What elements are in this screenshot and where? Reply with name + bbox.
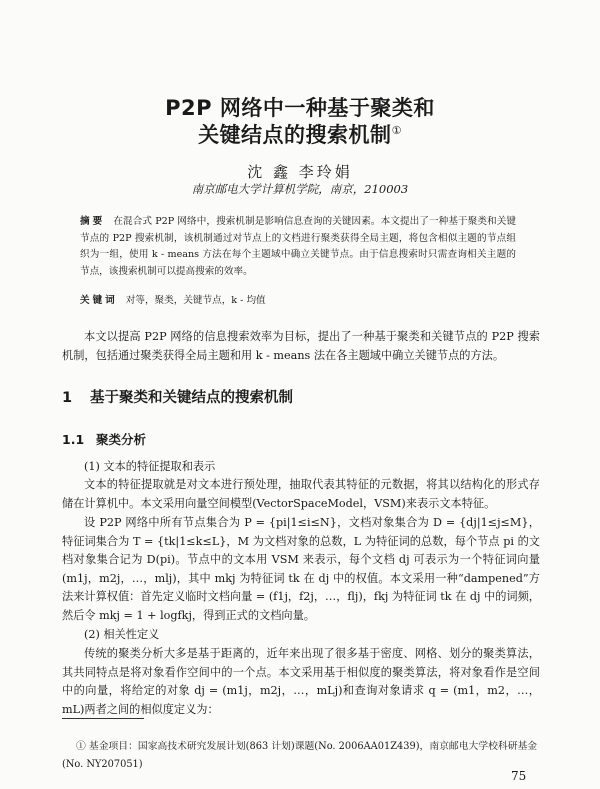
section-heading-1 — [62, 386, 293, 407]
section-title: 基于聚类和关键结点的搜索机制 — [90, 390, 293, 406]
affiliation: 南京邮电大学计算机学院，南京，210003 — [191, 182, 409, 196]
section-number: 1 — [62, 390, 73, 406]
footnote: ① 基金项目：国家高技术研究发展计划(863 计划)课题(No. 2006AA01Z439)，南京邮电大学校科研基金(No. NY207051) — [62, 741, 538, 770]
paper-title-line2 — [0, 119, 600, 149]
sub-heading-feature-extraction: (1) 文本的特征提取和表示 — [84, 460, 216, 473]
subsection-title: 聚类分析 — [96, 432, 147, 447]
abstract-label: 摘要 — [80, 216, 106, 227]
abstract-text: 在混合式 P2P 网络中，搜索机制是影响信息查询的关键因素。本文提出了一种基于聚类和关键节点的 P2P 搜索机制，该机制通过对节点上的文档进行聚类获得全局主题，将包含相似主题的节点组织为一组，使用 k - means 方法在每个主题域中确立关键节点。由于信息搜索时只需查询相关主题的节点，该搜索机制可以提高搜索的效率。 — [80, 216, 516, 277]
sub-heading-similarity: (2) 相关性定义 — [84, 628, 160, 641]
authors: 沈 鑫 李玲娟 — [247, 163, 353, 181]
footnote-divider — [62, 718, 144, 719]
keywords-label: 关键词 — [80, 295, 118, 306]
title-footnote-mark: ① — [391, 124, 402, 137]
paper-title-line1: P2P 网络中一种基于聚类和 — [165, 96, 435, 120]
paragraph-vsm-definition: 设 P2P 网络中所有节点集合为 P = {pi|1≤i≤N}，文档对象集合为 D = {dj|1≤j≤M}，特征词集合为 T = {tk|1≤k≤L}，M 为文档对象的总数，L 为特征词的总数，每个节点 pi 的文档对象集合记为 D(pi)。节点中的文本用 VSM 来表示，每个文档 dj 可表示为一个特征词向量(m1j，m2j，…，mlj)，其中 mkj 为特征词 tk 在 dj 中的权值。本文采用一种“dampened”方法来计算权值：首先定义临时文档向量 = (f1j，f2j，…，flj)，fkj 为特征词 tk 在 dj 中的词频，然后令 mkj = 1 + logfkj，得到正式的文档向量。 — [62, 516, 540, 622]
keywords-text: 对等，聚类，关键节点，k - 均值 — [125, 295, 266, 306]
paragraph-feature-extraction: 文本的特征提取就是对文本进行预处理，抽取代表其特征的元数据，将其以结构化的形式存储在计算机中。本文采用向量空间模型(VectorSpaceModel，VSM)来表示文本特征。 — [62, 478, 540, 510]
page-number: 75 — [511, 769, 527, 783]
keywords — [80, 293, 516, 310]
intro-paragraph: 本文以提高 P2P 网络的信息搜索效率为目标，提出了一种基于聚类和关键节点的 P2P 搜索机制，包括通过聚类获得全局主题和用 k - means 法在各主题域中确立关键节点的方法。 — [62, 330, 540, 362]
paper-title-line2-text: 关键结点的搜索机制 — [198, 123, 392, 147]
subsection-heading-1-1 — [62, 430, 146, 448]
subsection-number: 1.1 — [62, 432, 85, 447]
paragraph-similarity: 传统的聚类分析大多是基于距离的，近年来出现了很多基于密度、网格、划分的聚类算法，其共同特点是将对象看作空间中的一个点。本文采用基于相似度的聚类算法，将对象看作是空间中的向量，将给定的对象 dj = (m1j，m2j，…，mLj)和查询对象请求 q = (m1，m2，…，mL)两者之间的相似度定义为： — [62, 647, 540, 716]
abstract — [80, 214, 516, 280]
